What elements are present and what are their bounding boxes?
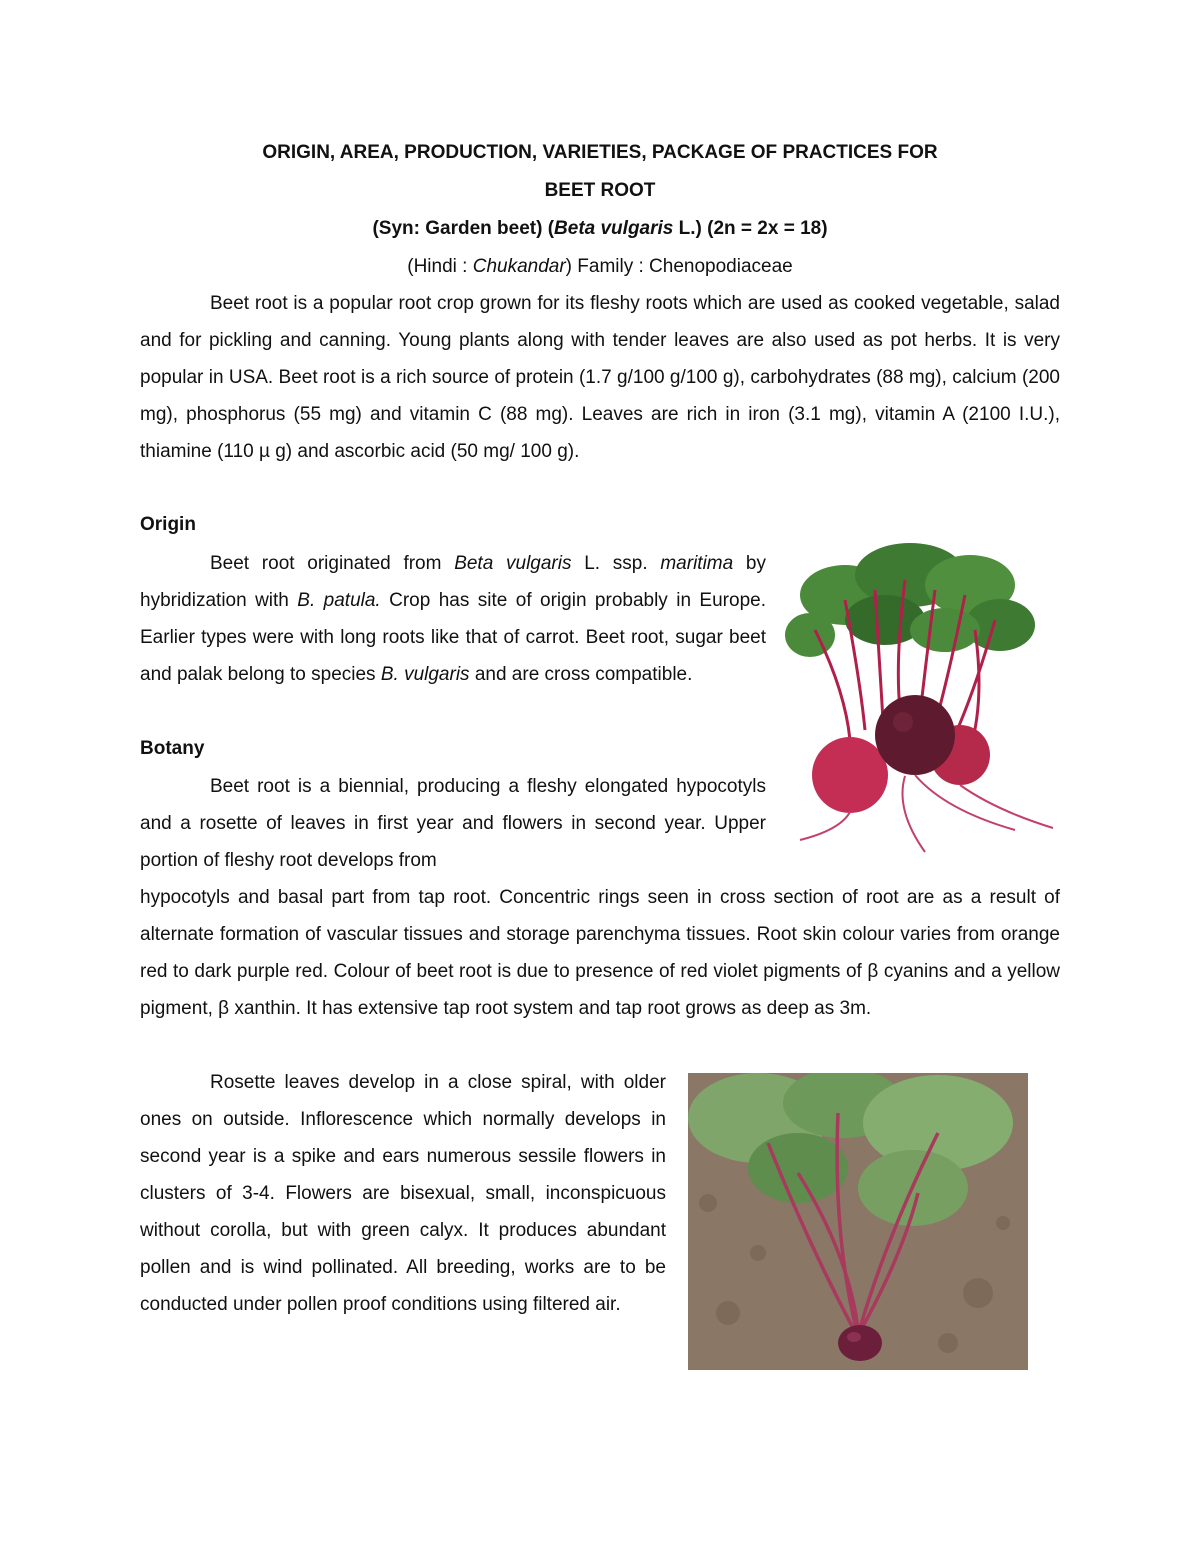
syn-pre: (Syn: Garden beet) (	[372, 218, 555, 239]
beet-leaves	[785, 543, 1035, 657]
syn-italic: Beta vulgaris	[554, 218, 674, 239]
botany-paragraph-2	[140, 1064, 666, 1323]
botany-text-2: Rosette leaves develop in a close spiral, with older ones on outside. Inflorescence which normally develops in second year is a spike and ears numerous sessile flowers in clusters of 3-4. Flowers are bisexual, small, inconspicuous without corolla, but with green calyx. It produces abundant pollen and is wind pollinated. All breeding, works are to be conducted under pollen proof conditions using filtered air.	[140, 1072, 666, 1315]
origin-heading: Origin	[140, 514, 196, 535]
botany-text-1b: hypocotyls and basal part from tap root. Concentric rings seen in cross section of root are as a result of alternate formation of vascular tissues and storage parenchyma tissues. Root skin colour varies from orange red to dark purple red. Colour of beet root is due to presence of red violet pigments of β cyanins and a yellow pigment, β xanthin. It has extensive tap root system and tap root grows as deep as 3m.	[140, 887, 1060, 1019]
beet-plant-in-soil-illustration	[688, 1073, 1028, 1370]
synonym-line	[140, 218, 1060, 240]
origin-text-2: L. ssp.	[571, 553, 661, 574]
intro-paragraph	[140, 285, 1060, 470]
syn-post: L.) (2n = 2x = 18)	[673, 218, 828, 239]
origin-paragraph	[140, 545, 766, 693]
botany-heading: Botany	[140, 738, 205, 759]
origin-text-4: Crop has site of origin probably in Europe. Earlier types were with long roots like that of carrot. Beet root, sugar beet and palak belong to species	[140, 590, 766, 685]
hindi-post: ) Family : Chenopodiaceae	[565, 256, 793, 277]
origin-text-5: and are cross compatible.	[469, 664, 693, 685]
hindi-italic: Chukandar	[472, 256, 566, 277]
hindi-pre: (Hindi :	[407, 256, 473, 277]
botany-paragraph-1-top	[140, 768, 766, 879]
title-line-1: ORIGIN, AREA, PRODUCTION, VARIETIES, PACKAGE OF PRACTICES FOR	[262, 142, 938, 163]
beetroot-bunch-illustration	[785, 540, 1060, 858]
intro-text: Beet root is a popular root crop grown for its fleshy roots which are used as cooked vegetable, salad and for pickling and canning. Young plants along with tender leaves are also used as pot herbs. It is very popular in USA. Beet root is a rich source of protein (1.7 g/100 g/100 g), carbohydrates (88 mg), calcium (200 mg), phosphorus (55 mg) and vitamin C (88 mg). Leaves are rich in iron (3.1 mg), vitamin A (2100 I.U.), thiamine (110 µ g) and ascorbic acid (50 mg/ 100 g).	[140, 293, 1060, 462]
origin-italic-4: B. vulgaris	[380, 664, 470, 685]
origin-italic-2: maritima	[660, 553, 734, 574]
origin-italic-3: B. patula.	[297, 590, 381, 611]
origin-italic-1: Beta vulgaris	[454, 553, 572, 574]
botany-text-1a: Beet root is a biennial, producing a fleshy elongated hypocotyls and a rosette of leaves in first year and flowers in second year. Upper portion of fleshy root develops from	[140, 776, 766, 871]
root-bulb	[838, 1325, 882, 1361]
hindi-family-line	[140, 256, 1060, 278]
title-line-2: BEET ROOT	[544, 180, 656, 201]
origin-text-1: Beet root originated from	[210, 553, 455, 574]
botany-paragraph-1-bottom	[140, 879, 1060, 1027]
origin-text-3: by hybridization with	[140, 553, 766, 611]
